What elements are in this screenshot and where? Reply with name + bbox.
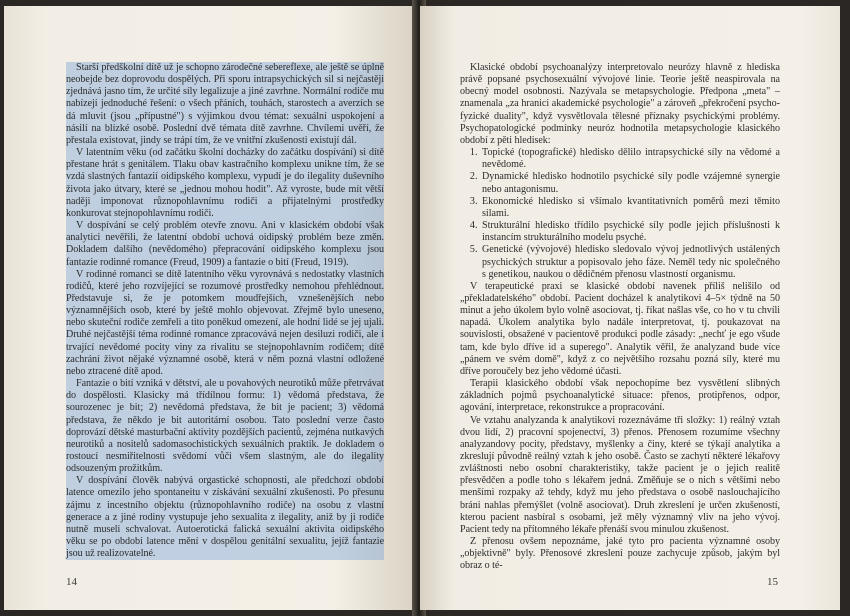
page-number: 14 [66, 576, 77, 588]
list-item: 4. Strukturální hledisko třídilo psychické síly podle jejich příslušnosti k instancím strukturálního modelu psyché. [480, 220, 780, 244]
paragraph: V rodinné romanci se dítě latentního věku vyrovnává s nedostatky vlastních rodičů, které jeho rozvíjející se rozumové prostředky nemohou přehlédnout. Představuje si, že je potomkem moudřejších, vznešenějších nebo významnějších osob, které by ještě mohlo objevovat. Zřejmě bylo uneseno, nebo skuteční rodiče zemřeli a tito poněkud omezení, ale hodní lidé se jej ujali. Druhé nejčastější téma rodinné romance zpracovává nejen desiluzi rodiči, ale i trvající nevědomé pocity viny za rivalitu se stejnopohlavním rodičem; dítě zachrání život nějaké významné osobě, která v něm pozná vlastní odložené nebo ztracené dítě apod. [66, 268, 384, 377]
left-page-text [66, 62, 384, 560]
page-number: 15 [767, 576, 778, 588]
viewpoint-list [460, 147, 780, 281]
list-item: 3. Ekonomické hledisko si všímalo kvantitativních poměrů mezi těmito silami. [480, 196, 780, 220]
list-item: 5. Genetické (vývojové) hledisko sledovalo vývoj jednotlivých ustálených psychických struktur a popisovalo jeho fáze. Neměl tedy nic společného s genetikou, naukou o dědičném přenosu vlastností organismu. [480, 244, 780, 280]
left-page [4, 6, 416, 610]
paragraph: Terapii klasického období však nepochopíme bez vysvětlení slibných základních pojmů psychoanalytické situace: přenos, protipřenos, odpor, agování, interpretace, rekonstrukce a propracování. [460, 378, 780, 414]
paragraph: Ve vztahu analyzanda k analytikovi rozeznáváme tři složky: 1) reálný vztah dvou lidí, 2) pracovní spojenectví, 3) přenos. Přenosem rozumíme všechny analyzandovy pocity, představy, myšlenky a činy, které se týkají analytika a zkreslují původně reálný vztah k jeho osobě. Často se zachytí některé lékařovy zvláštnosti nebo osobní charakteristiky, takže pacient je o jejich realitě přesvědčen a podle toho s lékařem jedná. Změňuje se o nich s většími nebo menšími rozpaky až tehdy, když mu jeho představa o osobě naslouchajícího bráni nahlas přemýšlet (volně asociovat). Druh zkreslení je určen zkušeností, kterou pacient nasbíral s osobami, jež měly významný vliv na jeho vývoj. Pacient tedy na přítomného lékaře přenáší svou minulou zkušenost. [460, 414, 780, 535]
paragraph: Starší předškolní dítě už je schopno zárodečné sebereflexe, ale ještě se úplně neobejde bez doprovodu dospělých. Při sporu intrapsychických sil si nejčastěji zjednává jasno tím, že určité síly legalizuje a jiné zavrhne. Normální rodiče mu nabízejí jednoduché řešení: o všech přáních, touhách, starostech a averzích se dá mluvit (jsou „přípustné") s výjimkou dvou témat: sexuální uspokojení a násilí na blízké osobě. Poslední dvě témata dítě zavrhne. Chvílemi uvěří, že přestala existovat, jindy se trápí tím, že ve vnitřní zkušenosti existují dál. [66, 62, 384, 146]
paragraph: Z přenosu ovšem nepoznáme, jaké tyto pro pacienta významné osoby „objektivně" byly. Přenosové zkreslení pouze zachycuje způsob, jakým byl obraz o té- [460, 536, 780, 572]
paragraph: V dospívání člověk nabývá orgastické schopnosti, ale předchozí období latence omezilo jeho spontaneitu v získávání sexuální zkušenosti. Po přesunu zájmu z incestního objektu (různopohlavního rodiče) na osobu z vlastní generace a z jiné rodiny vystupuje jeho sexualita z ilegality, aniž by ji rodiče nutně museli schvalovat. Autoerotická falická sexuální aktivita oidipského věku se po období latence mění v dospělou genitální sexualitu, jejíž fantazie jsou už realizovatelné. [66, 475, 384, 560]
paragraph: Fantazie o bití vzniká v dětství, ale u povahových neurotiků může přetrvávat do dospělosti. Klasicky má třídílnou formu: 1) vědomá představa, že sourozenec je bit; 2) nevědomá představa, že bit je pacient; 3) vědomá představa, že někdo je bit autoritární osobou. Tato poslední verze často doprovází dětské masturbační aktivity pozdějších pacientů, zejména nutkavých neurotiků a nositelů sadomasochistických sexuálních praktik. Je dokladem o rostoucí nesmiřitelnosti svědomí vůči všem slastným, ale do ilegality odsouzeným prožitkům. [66, 378, 384, 475]
paragraph: V dospívání se celý problém otevře znovu. Ani v klasickém období však analytici nevěřili, že latentní období uchová oidipský problém beze změn. Dokladem dalšího (nevědomého) přepracování oidipského komplexu jsou fantazie rodinné romance (Freud, 1909) a fantazie o bití (Freud, 1919). [66, 220, 384, 268]
paragraph: Klasické období psychoanalýzy interpretovalo neurózy hlavně z hlediska právě popsané psychosexuální vývojové linie. Teorie ještě neaspirovala na obecný model osobnosti. Nazývala se metapsychologie. Předpona „meta" – znamenala „za hranici akademické psychologie" a zároveň „překročení psycho-fyzické duality", když vysvětlovala tělesné příznaky psychickými problémy. Psychopatologické podmínky neuróz hodnotila metapsychologie klasického období z pěti hledisek: [460, 62, 780, 146]
right-page [420, 6, 840, 610]
list-item: 1. Topické (topografické) hledisko dělilo intrapsychické síly na vědomé a nevědomé. [480, 147, 780, 171]
paragraph: V terapeutické praxi se klasické období navenek příliš nelišilo od „překladatelského" období. Pacient docházel k analytikovi 4–5× týdně na 50 minut a jeho úkolem bylo volně asociovat, tj. říkat našlas vše, co ho v tu chvíli napadá. Úkolem analytika bylo nadále interpretovat, tj. poukazovat na souvislosti, obsažené v pacientově produkci podle zásady: „nechť je ego všude tam, kde bylo dříve id a superego". Analytik věřil, že analyzand bude více „pánem ve svém domě", když z co největšího rozsahu pozná síly, které mu dříve poroučely bez jeho vědomé účasti. [460, 280, 780, 377]
paragraph: V latentním věku (od začátku školní docházky do začátku dospívání) si dítě přestane hrát s genitálem. Tlaku obav kastračního komplexu unikne tím, že se vzdá slastných fantazií oidipského komplexu, vypudí je do ilegality duševního života jako útvary, které se „jednou mohou hodit". Až vyroste, bude mít větší naději imponovat různopohlavnímu rodiči a přijatelnými prostředky konkurovat stejnopohlavnímu rodiči. [66, 147, 384, 219]
list-item: 2. Dynamické hledisko hodnotilo psychické síly podle vzájemné synergie nebo antagonismu. [480, 171, 780, 195]
right-page-text [460, 62, 780, 573]
